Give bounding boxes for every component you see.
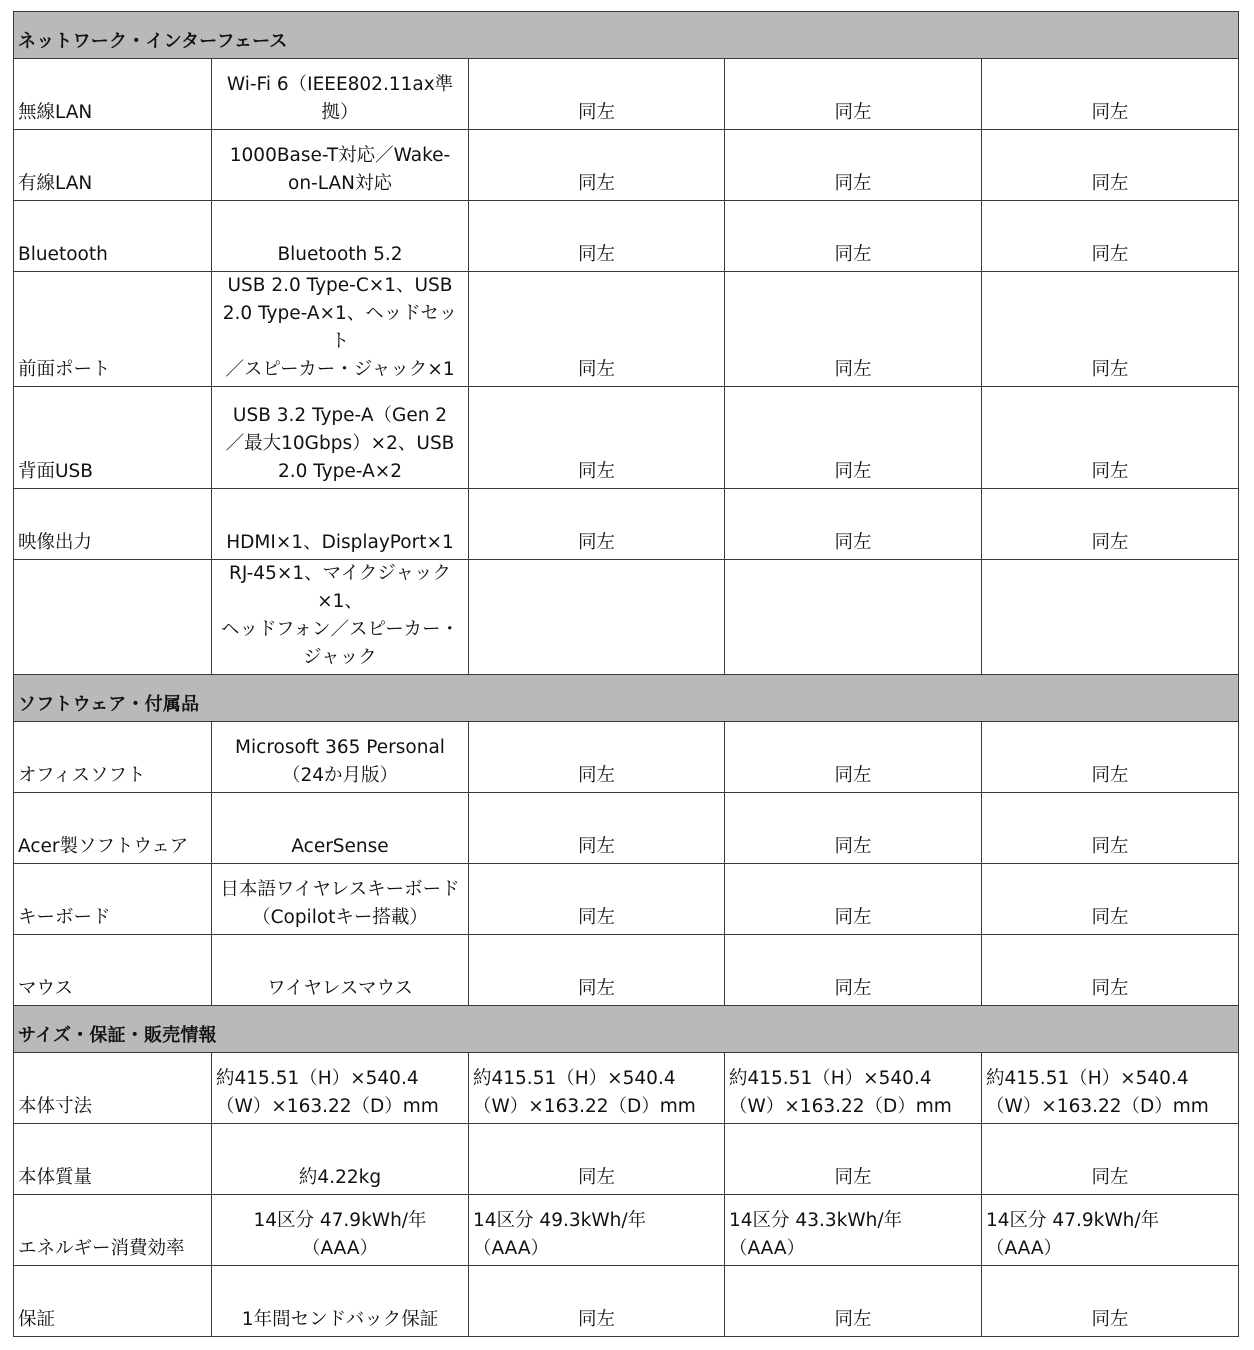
model2-value: 同左 bbox=[469, 722, 725, 793]
table-row bbox=[14, 201, 1239, 272]
model3-value: 約415.51（H）×540.4 （W）×163.22（D）mm bbox=[725, 1053, 982, 1124]
model4-value: 同左 bbox=[982, 722, 1239, 793]
model4-value: 同左 bbox=[982, 489, 1239, 560]
model2-value: 同左 bbox=[469, 935, 725, 1006]
model4-value: 同左 bbox=[982, 1124, 1239, 1195]
model1-value: 約415.51（H）×540.4 （W）×163.22（D）mm bbox=[212, 1053, 469, 1124]
row-label: 本体寸法 bbox=[14, 1053, 212, 1124]
model2-value: 同左 bbox=[469, 793, 725, 864]
section-header-row bbox=[14, 12, 1239, 59]
model1-value: 1年間センドバック保証 bbox=[212, 1266, 469, 1337]
model4-value: 同左 bbox=[982, 387, 1239, 489]
row-label: オフィスソフト bbox=[14, 722, 212, 793]
table-row bbox=[14, 1266, 1239, 1337]
model1-value: 14区分 47.9kWh/年 （AAA） bbox=[212, 1195, 469, 1266]
model4-value: 同左 bbox=[982, 935, 1239, 1006]
model4-value: 約415.51（H）×540.4 （W）×163.22（D）mm bbox=[982, 1053, 1239, 1124]
software-size-spec-table bbox=[13, 674, 1239, 1337]
row-label: Bluetooth bbox=[14, 201, 212, 272]
row-label: マウス bbox=[14, 935, 212, 1006]
table-row bbox=[14, 864, 1239, 935]
row-label: 無線LAN bbox=[14, 59, 212, 130]
model2-value: 約415.51（H）×540.4 （W）×163.22（D）mm bbox=[469, 1053, 725, 1124]
network-spec-table bbox=[13, 11, 1239, 703]
model3-value: 同左 bbox=[725, 201, 982, 272]
table-row bbox=[14, 1053, 1239, 1124]
model3-value: 同左 bbox=[725, 722, 982, 793]
model1-value: Microsoft 365 Personal （24か月版） bbox=[212, 722, 469, 793]
model3-value: 同左 bbox=[725, 272, 982, 387]
section-header-row bbox=[14, 675, 1239, 722]
model3-value: 14区分 43.3kWh/年 （AAA） bbox=[725, 1195, 982, 1266]
model4-value: 同左 bbox=[982, 272, 1239, 387]
model1-value: 日本語ワイヤレスキーボード （Copilotキー搭載） bbox=[212, 864, 469, 935]
model1-value: USB 2.0 Type-C×1、USB 2.0 Type-A×1、ヘッドセット ／スピーカー・ジャック×1 bbox=[212, 272, 469, 387]
section-header-size: サイズ・保証・販売情報 bbox=[14, 1006, 1239, 1053]
model2-value: 同左 bbox=[469, 1266, 725, 1337]
table-row bbox=[14, 489, 1239, 560]
row-label: 保証 bbox=[14, 1266, 212, 1337]
model1-value: Bluetooth 5.2 bbox=[212, 201, 469, 272]
model4-value: 同左 bbox=[982, 201, 1239, 272]
model1-value: Wi-Fi 6（IEEE802.11ax準 拠） bbox=[212, 59, 469, 130]
table-row bbox=[14, 59, 1239, 130]
section-header-row bbox=[14, 1006, 1239, 1053]
model3-value: 同左 bbox=[725, 793, 982, 864]
row-label: Acer製ソフトウェア bbox=[14, 793, 212, 864]
model2-value: 同左 bbox=[469, 201, 725, 272]
table-row bbox=[14, 722, 1239, 793]
model4-value: 同左 bbox=[982, 59, 1239, 130]
table-row bbox=[14, 935, 1239, 1006]
model1-value: AcerSense bbox=[212, 793, 469, 864]
row-label: キーボード bbox=[14, 864, 212, 935]
section-header-software: ソフトウェア・付属品 bbox=[14, 675, 1239, 722]
table-row bbox=[14, 1124, 1239, 1195]
model2-value: 同左 bbox=[469, 387, 725, 489]
model3-value: 同左 bbox=[725, 935, 982, 1006]
table-row bbox=[14, 130, 1239, 201]
row-label: 有線LAN bbox=[14, 130, 212, 201]
model4-value: 14区分 47.9kWh/年 （AAA） bbox=[982, 1195, 1239, 1266]
model3-value: 同左 bbox=[725, 1266, 982, 1337]
model3-value: 同左 bbox=[725, 489, 982, 560]
model4-value: 同左 bbox=[982, 130, 1239, 201]
model3-value: 同左 bbox=[725, 864, 982, 935]
model1-value: USB 3.2 Type-A（Gen 2 ／最大10Gbps）×2、USB 2.0 Type-A×2 bbox=[212, 387, 469, 489]
model4-value: 同左 bbox=[982, 864, 1239, 935]
row-label: エネルギー消費効率 bbox=[14, 1195, 212, 1266]
model2-value: 同左 bbox=[469, 130, 725, 201]
model1-value: RJ-45×1、マイクジャック×1、 ヘッドフォン／スピーカー・ジャック bbox=[212, 560, 469, 703]
model1-value: 約4.22kg bbox=[212, 1124, 469, 1195]
model2-value: 同左 bbox=[469, 272, 725, 387]
model4-value: 同左 bbox=[982, 1266, 1239, 1337]
model4-value: 同左 bbox=[982, 793, 1239, 864]
section-header-network: ネットワーク・インターフェース bbox=[14, 12, 1239, 59]
model1-value: ワイヤレスマウス bbox=[212, 935, 469, 1006]
model1-value: 1000Base-T対応／Wake- on-LAN対応 bbox=[212, 130, 469, 201]
table-row bbox=[14, 793, 1239, 864]
model3-value: 同左 bbox=[725, 59, 982, 130]
model2-value: 同左 bbox=[469, 1124, 725, 1195]
row-label: 本体質量 bbox=[14, 1124, 212, 1195]
model2-value: 同左 bbox=[469, 59, 725, 130]
row-label: 背面USB bbox=[14, 387, 212, 489]
model2-value: 14区分 49.3kWh/年 （AAA） bbox=[469, 1195, 725, 1266]
model2-value: 同左 bbox=[469, 489, 725, 560]
table-row bbox=[14, 1195, 1239, 1266]
row-label: 前面ポート bbox=[14, 272, 212, 387]
model2-value: 同左 bbox=[469, 864, 725, 935]
table-row bbox=[14, 272, 1239, 387]
row-label: 映像出力 bbox=[14, 489, 212, 560]
model1-value: HDMI×1、DisplayPort×1 bbox=[212, 489, 469, 560]
model3-value: 同左 bbox=[725, 387, 982, 489]
model3-value: 同左 bbox=[725, 1124, 982, 1195]
table-row bbox=[14, 387, 1239, 489]
model3-value: 同左 bbox=[725, 130, 982, 201]
